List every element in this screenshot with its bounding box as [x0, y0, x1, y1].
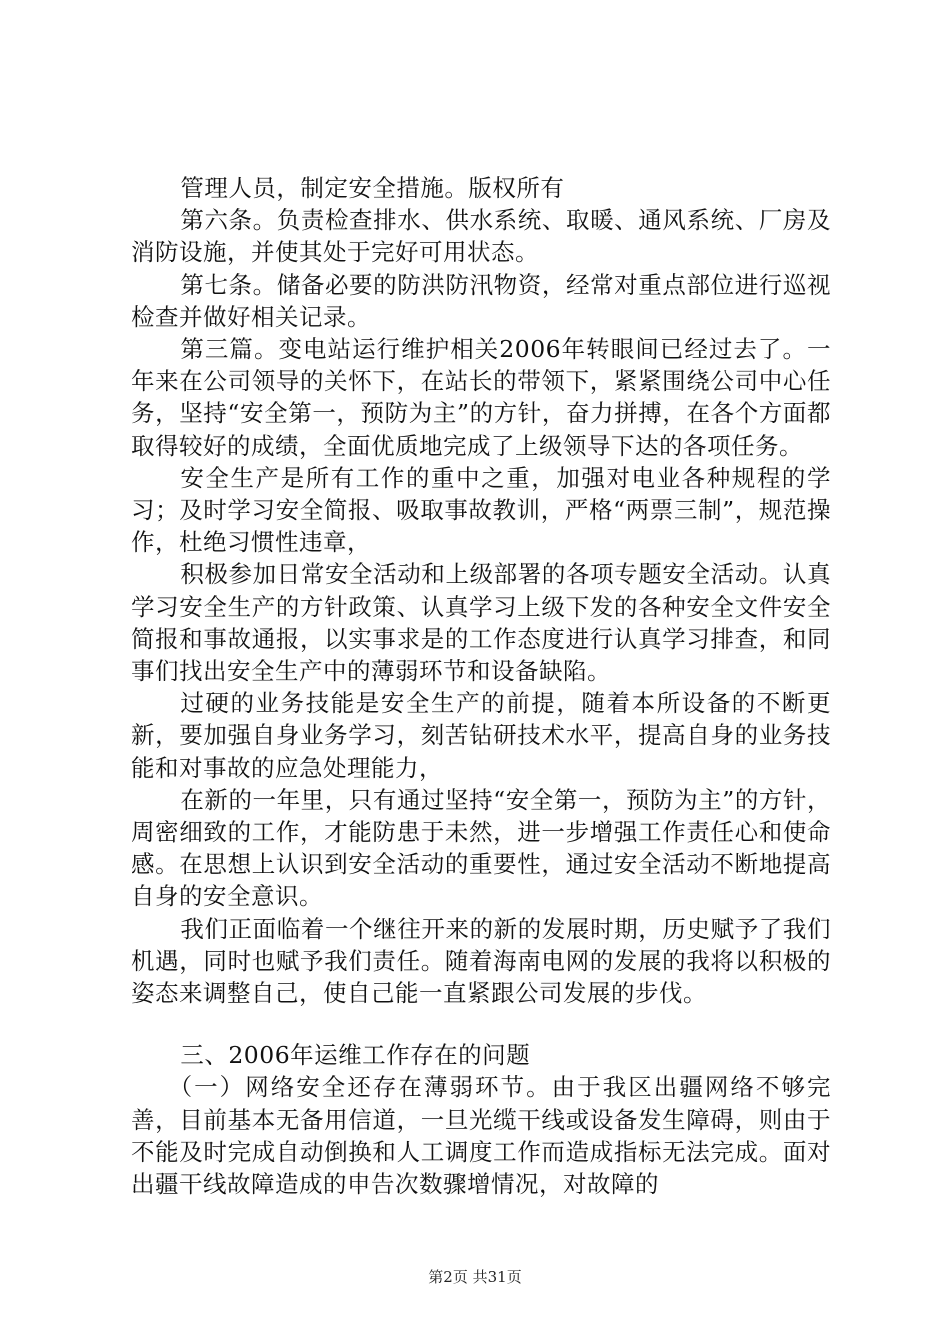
paragraph: 我们正面临着一个继往开来的新的发展时期，历史赋予了我们机遇，同时也赋予我们责任。随着海南电网的发展的我将以积极的姿态来调整自己，使自己能一直紧跟公司发展的步伐。 — [131, 914, 831, 1008]
paragraph: 第三篇。变电站运行维护相关2006年转眼间已经过去了。一年来在公司领导的关怀下，在站长的带领下，紧紧围绕公司中心任务，坚持“安全第一，预防为主”的方针，奋力拼搏，在各个方面都取得较好的成绩，全面优质地完成了上级领导下达的各项任务。 — [131, 335, 831, 460]
document-body — [131, 172, 831, 1200]
paragraph: 积极参加日常安全活动和上级部署的各项专题安全活动。认真学习安全生产的方针政策、认真学习上级下发的各种安全文件安全简报和事故通报，以实事求是的工作态度进行认真学习排查，和同事们找出安全生产中的薄弱环节和设备缺陷。 — [131, 560, 831, 686]
page-number-footer: 第2页 共31页 — [428, 1268, 522, 1286]
paragraph: 在新的一年里，只有通过坚持“安全第一，预防为主”的方针，周密细致的工作，才能防患于未然，进一步增强工作责任心和使命感。在思想上认识到安全活动的重要性，通过安全活动不断地提高自身的安全意识。 — [131, 785, 831, 911]
paragraph: 第六条。负责检查排水、供水系统、取暖、通风系统、厂房及消防设施，并使其处于完好可用状态。 — [131, 206, 831, 267]
subparagraph: （一）网络安全还存在薄弱环节。由于我区出疆网络不够完善，目前基本无备用信道，一旦光缆干线或设备发生障碍，则由于不能及时完成自动倒换和人工调度工作而造成指标无法完成。面对出疆干线故障造成的申告次数骤增情况，对故障的 — [131, 1073, 831, 1199]
paragraph: 第七条。储备必要的防洪防汛物资，经常对重点部位进行巡视检查并做好相关记录。 — [131, 270, 831, 331]
paragraph: 安全生产是所有工作的重中之重，加强对电业各种规程的学习；及时学习安全简报、吸取事故教训，严格“两票三制”，规范操作，杜绝习惯性违章， — [131, 463, 831, 557]
section-heading: 三、2006年运维工作存在的问题 — [180, 1041, 531, 1070]
paragraph: 管理人员，制定安全措施。版权所有 — [180, 174, 565, 202]
paragraph: 过硬的业务技能是安全生产的前提，随着本所设备的不断更新，要加强自身业务学习，刻苦钻研技术水平，提高自身的业务技能和对事故的应急处理能力， — [131, 689, 831, 782]
